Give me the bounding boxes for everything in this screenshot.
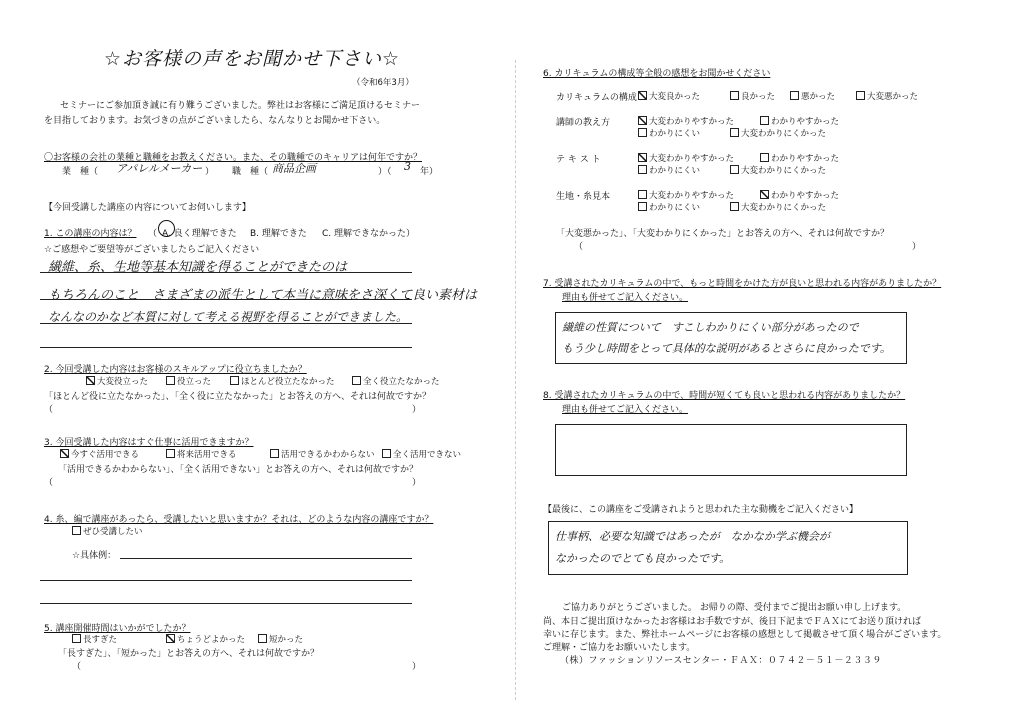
q6-paren-close: ） xyxy=(912,242,922,252)
q2-option-1-label: 大変役立った xyxy=(97,377,149,387)
q6-row-1-opt-3[interactable] xyxy=(790,90,835,102)
q6-row-4-opt-1-label: 大変わかりやすかった xyxy=(649,191,735,201)
job-close: ）（ xyxy=(378,167,392,177)
q3-option-3[interactable] xyxy=(270,448,375,460)
q5-option-2[interactable] xyxy=(166,633,245,645)
q3-option-4[interactable] xyxy=(382,448,461,460)
q1-answer-line-3[interactable]: なんなのかなど本質に対して考える視野を得ることができました。 xyxy=(48,310,409,324)
q2-reason: 「ほとんど役に立たなかった」、「全く役に立たなかった」とお答えの方へ、それは何故ですか？ xyxy=(44,392,432,402)
q2-option-3[interactable] xyxy=(230,375,335,387)
q2-option-3-label: ほとんど役立たなかった xyxy=(241,377,335,387)
q8-answer-box[interactable] xyxy=(555,424,907,476)
q6-title: 6. カリキュラムの構成等全般の感想をお聞かせください xyxy=(543,69,771,79)
q3-paren-close: ） xyxy=(412,478,422,488)
q6-row-2-opt-4-label: 大変わかりにくかった xyxy=(741,129,827,139)
q5-reason: 「長すぎた」、「短かった」とお答えの方へ、それは何故ですか？ xyxy=(58,649,320,659)
q1-option-a[interactable]: A. 良く理解できた xyxy=(162,229,237,239)
q6-row-1-opt-2[interactable] xyxy=(730,90,775,102)
q6-row-1-opt-4-label: 大変悪かった xyxy=(867,92,919,102)
checkbox-icon[interactable] xyxy=(790,91,799,100)
q4-example-rule-3[interactable] xyxy=(40,603,412,604)
q5-option-3-label: 短かった xyxy=(269,635,304,645)
q6-row-3-opt-2-label: わかりやすかった xyxy=(771,154,840,164)
q6-row-3-opt-2[interactable] xyxy=(760,152,839,164)
q1-answer-rule-4 xyxy=(40,347,412,348)
checkbox-icon[interactable] xyxy=(760,153,769,162)
years-label: 年） xyxy=(420,167,439,177)
industry-close: ） xyxy=(205,167,215,177)
q7-subtitle: 理由も併せてご記入ください。 xyxy=(562,293,689,303)
q6-row-4-opt-4[interactable] xyxy=(730,201,826,213)
motive-title: 【最後に、この講座をご受講されようと思われた主な動機をご記入ください】 xyxy=(543,505,859,515)
checkbox-checked-icon[interactable] xyxy=(760,190,769,199)
q3-option-2-label: 将来活用できる xyxy=(177,450,237,460)
q1-option-b[interactable]: B. 理解できた xyxy=(250,229,307,239)
q3-option-4-label: 全く活用できない xyxy=(393,450,462,460)
q8-title: 8. 受講されたカリキュラムの中で、時間が短くても良いと思われる内容がありましたか？ xyxy=(543,391,906,401)
q6-row-4-opt-4-label: 大変わかりにくかった xyxy=(741,203,827,213)
q1-option-c[interactable]: C. 理解できなかった） xyxy=(322,229,416,239)
q5-paren-open: （ xyxy=(72,662,82,672)
motive-answer-line-1: 仕事柄、必要な知識ではあったが なかなか学ぶ機会が xyxy=(555,530,830,543)
motive-answer-line-2: なかったのでとても良かったです。 xyxy=(555,552,731,565)
q5-paren-close: ） xyxy=(412,662,422,672)
checkbox-icon[interactable] xyxy=(230,376,239,385)
q4-option[interactable] xyxy=(72,525,143,537)
years-value[interactable]: 3 xyxy=(404,160,411,173)
q2-option-2[interactable] xyxy=(166,375,211,387)
checkbox-icon[interactable] xyxy=(856,91,865,100)
q2-option-2-label: 役立った xyxy=(177,377,212,387)
checkbox-icon[interactable] xyxy=(382,449,391,458)
q6-row-1-opt-1-label: 大変良かった xyxy=(649,92,701,102)
q6-row-4-label: 生地・糸見本 xyxy=(556,192,611,202)
checkbox-icon[interactable] xyxy=(352,376,361,385)
motive-answer-box[interactable] xyxy=(548,521,908,575)
checkbox-icon[interactable] xyxy=(730,128,739,137)
job-value[interactable]: 商品企画 xyxy=(272,162,316,175)
checkbox-icon[interactable] xyxy=(270,449,279,458)
checkbox-icon[interactable] xyxy=(638,202,647,211)
checkbox-icon[interactable] xyxy=(258,634,267,643)
q6-row-2-opt-3[interactable] xyxy=(638,127,700,139)
q5-option-1-label: 長すぎた xyxy=(83,635,118,645)
q6-row-1-opt-1[interactable] xyxy=(638,90,700,102)
q4-example-rule-2[interactable] xyxy=(40,580,412,581)
q6-row-3-opt-4-label: 大変わかりにくかった xyxy=(741,166,827,176)
q3-reason: 「活用できるかわからない」、「全く活用できない」とお答えの方へ、それは何故ですか？ xyxy=(58,465,419,475)
q3-title: 3. 今回受講した内容はすぐ仕事に活用できますか？ xyxy=(44,438,254,448)
q6-reason: 「大変悪かった」、「大変わかりにくかった」とお答えの方へ、それは何故ですか？ xyxy=(556,229,890,239)
q3-option-1[interactable] xyxy=(60,448,139,460)
q1-answer-line-1[interactable]: 繊維、糸、生地等基本知識を得ることができたのは xyxy=(48,260,348,275)
q6-row-3-opt-1[interactable] xyxy=(638,152,734,164)
q6-row-3-opt-3-label: わかりにくい xyxy=(649,166,701,176)
q6-row-2-opt-2-label: わかりやすかった xyxy=(771,117,840,127)
job-label: 職 種（ xyxy=(232,167,269,177)
q6-row-3-opt-3[interactable] xyxy=(638,164,700,176)
footer-line-4: ご理解・ご協力をお願いいたします。 xyxy=(543,643,696,653)
q4-example-label: ☆具体例： xyxy=(72,551,117,561)
q6-row-1-opt-2-label: 良かった xyxy=(741,92,776,102)
q5-title: 5. 講座開催時間はいかがでしたか？ xyxy=(44,624,191,634)
q6-row-1-label: カリキュラムの構成 xyxy=(556,93,637,103)
q7-answer-box[interactable] xyxy=(555,312,907,364)
industry-label: 業 種（ xyxy=(62,167,99,177)
footer-line-3: 幸いに存じます。また、弊社ホームページにお客様の感想として掲載させて頂く場合がございます。 xyxy=(543,630,947,640)
q1-title: 1. この講座の内容は？ xyxy=(44,229,137,239)
q3-option-3-label: 活用できるかわからない xyxy=(281,450,375,460)
q1-answer-rule-2 xyxy=(40,299,412,300)
form-date: （令和6年3月） xyxy=(352,78,414,88)
q6-row-4-opt-2[interactable] xyxy=(760,189,839,201)
q6-row-1-opt-4[interactable] xyxy=(856,90,918,102)
q1-answer-rule-3 xyxy=(40,323,412,324)
q6-row-2-opt-3-label: わかりにくい xyxy=(649,129,701,139)
checkbox-icon[interactable] xyxy=(166,449,175,458)
q2-title: 2. 今回受講した内容はお客様のスキルアップに役立ちましたか？ xyxy=(44,365,307,375)
q4-option-label: ぜひ受講したい xyxy=(83,527,143,537)
q2-option-4-label: 全く役立たなかった xyxy=(363,377,440,387)
q3-option-2[interactable] xyxy=(166,448,237,460)
checkbox-checked-icon[interactable] xyxy=(60,449,69,458)
footer-line-2: 尚、本日ご提出頂けなかったお客様はお手数ですが、後日下記までＦＡＸにてお送り頂ければ xyxy=(543,617,922,627)
company-question: 〇お客様の会社の業種と職種をお教えください。また、その職種でのキャリアは何年ですか？ xyxy=(44,153,423,163)
checkbox-checked-icon[interactable] xyxy=(638,153,647,162)
checkbox-icon[interactable] xyxy=(638,128,647,137)
q6-row-2-opt-4[interactable] xyxy=(730,127,826,139)
q5-option-1[interactable] xyxy=(72,633,117,645)
footer-contact: （株）ファッションリソースセンター・ＦＡＸ：０７４２－５１－２３３９ xyxy=(560,656,882,666)
q1-selected-circle xyxy=(158,220,175,237)
q3-option-1-label: 今すぐ活用できる xyxy=(71,450,140,460)
course-heading: 【今回受講した講座の内容についてお伺いします】 xyxy=(44,203,251,213)
q2-paren-close: ） xyxy=(412,405,422,415)
checkbox-checked-icon[interactable] xyxy=(86,376,95,385)
checkbox-icon[interactable] xyxy=(638,165,647,174)
q8-subtitle: 理由も併せてご記入ください。 xyxy=(562,405,689,415)
checkbox-icon[interactable] xyxy=(730,91,739,100)
q5-option-2-label: ちょうどよかった xyxy=(177,635,246,645)
q7-title: 7. 受講されたカリキュラムの中で、もっと時間をかけた方が良いと思われる内容がありましたか？ xyxy=(543,279,942,289)
q6-row-4-opt-1[interactable] xyxy=(638,189,734,201)
footer-thanks: ご協力ありがとうございました。 お帰りの際、受付までご提出お願い申し上げます。 xyxy=(562,603,907,613)
q6-row-3-opt-4[interactable] xyxy=(730,164,826,176)
q7-answer-line-1: 繊維の性質について すこしわかりにくい部分があったので xyxy=(562,321,859,334)
q6-row-2-opt-2[interactable] xyxy=(760,115,839,127)
industry-value[interactable]: アパレルメーカー xyxy=(116,162,203,175)
q6-row-4-opt-3-label: わかりにくい xyxy=(649,203,701,213)
q6-row-3-opt-1-label: 大変わかりやすかった xyxy=(649,154,735,164)
q7-answer-line-2: もう少し時間をとって具体的な説明があるとさらに良かったです。 xyxy=(562,342,891,355)
checkbox-icon[interactable] xyxy=(730,165,739,174)
q2-paren-open: （ xyxy=(44,405,54,415)
q6-paren-open: （ xyxy=(574,242,584,252)
q6-row-3-label: テ キ ス ト xyxy=(556,155,601,165)
q2-option-1[interactable] xyxy=(86,375,148,387)
q6-row-2-opt-1-label: 大変わかりやすかった xyxy=(649,117,735,127)
q6-row-4-opt-3[interactable] xyxy=(638,201,700,213)
q3-paren-open: （ xyxy=(44,478,54,488)
checkbox-icon[interactable] xyxy=(730,202,739,211)
checkbox-icon[interactable] xyxy=(166,376,175,385)
q6-row-4-opt-2-label: わかりやすかった xyxy=(771,191,840,201)
q6-row-2-opt-1[interactable] xyxy=(638,115,734,127)
q2-option-4[interactable] xyxy=(352,375,440,387)
q1-paren-open: （ xyxy=(148,229,158,239)
intro-text-1: セミナーにご参加頂き誠に有り難うございました。弊社はお客様にご満足頂けるセミナー xyxy=(60,101,421,111)
checkbox-checked-icon[interactable] xyxy=(638,91,647,100)
intro-text-2: を目指しております。お気づきの点がございましたら、なんなりとお聞かせ下さい。 xyxy=(44,116,386,126)
q4-title: 4. 糸、編で講座があったら、受講したいと思いますか？それは、どのような内容の講座ですか？ xyxy=(44,515,434,525)
q4-example-rule-1[interactable] xyxy=(120,558,412,559)
q1-comment-prompt: ☆ご感想やご要望等がございましたらご記入ください xyxy=(44,245,260,255)
q1-answer-rule-1 xyxy=(40,272,412,273)
column-divider xyxy=(515,60,516,700)
checkbox-checked-icon[interactable] xyxy=(166,634,175,643)
q6-row-1-opt-3-label: 悪かった xyxy=(801,92,836,102)
q5-option-3[interactable] xyxy=(258,633,303,645)
form-title: ☆お客様の声をお聞かせ下さい☆ xyxy=(104,48,401,70)
checkbox-icon[interactable] xyxy=(760,116,769,125)
checkbox-icon[interactable] xyxy=(72,634,81,643)
checkbox-checked-icon[interactable] xyxy=(638,116,647,125)
q1-answer-line-2[interactable]: もちろんのこと さまざまの派生として本当に意味をさ深くて良い素材は xyxy=(48,288,478,303)
q6-row-2-label: 講師の教え方 xyxy=(556,118,611,128)
checkbox-icon[interactable] xyxy=(72,526,81,535)
checkbox-icon[interactable] xyxy=(638,190,647,199)
